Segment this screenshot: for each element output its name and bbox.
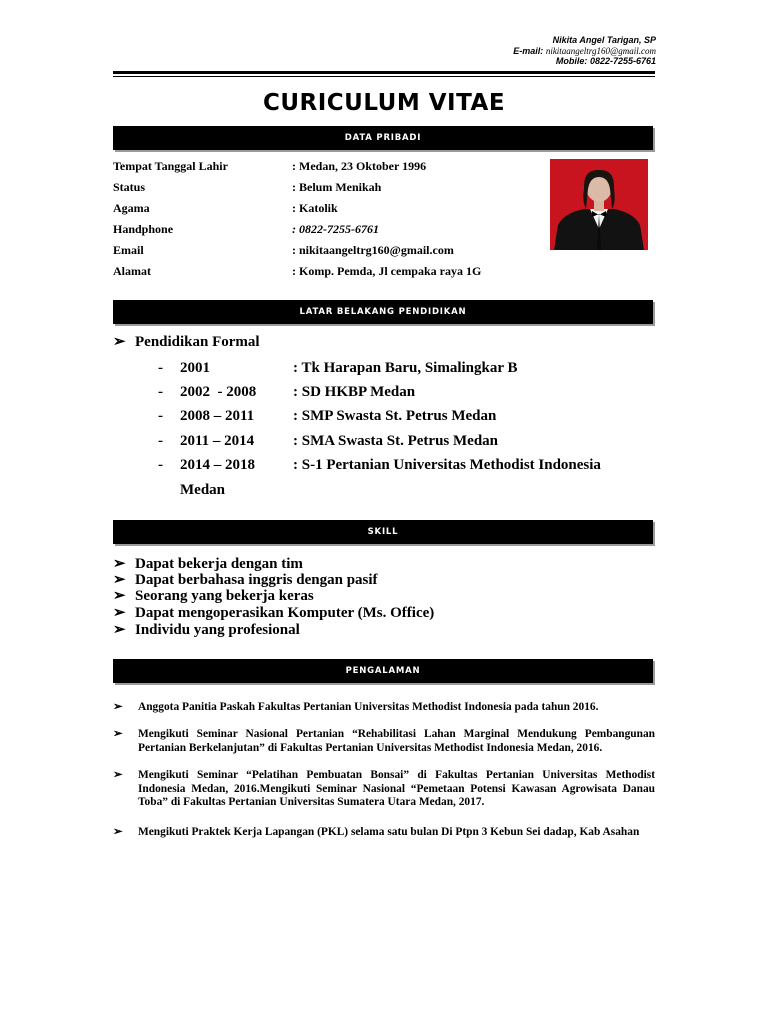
experience-text: Mengikuti Praktek Kerja Lapangan (PKL) selama satu bulan Di Ptpn 3 Kebun Sei dadap, Kab Asahan: [138, 826, 640, 838]
section-bar-skill: [113, 520, 653, 544]
education-years: 2008 – 2011: [180, 408, 255, 424]
section-bar-education: [113, 300, 653, 324]
education-school: : SD HKBP Medan: [293, 384, 416, 400]
skill-item: [113, 588, 314, 604]
education-heading: [113, 333, 260, 351]
personal-label: Agama: [113, 201, 150, 215]
education-years: 2014 – 2018: [180, 457, 255, 473]
personal-value: : Belum Menikah: [292, 180, 382, 194]
dash-bullet: -: [158, 433, 163, 449]
skill-text: Dapat berbahasa inggris dengan pasif: [135, 572, 378, 588]
dash-bullet: -: [158, 384, 163, 400]
section-title-education: LATAR BELAKANG PENDIDIKAN: [299, 307, 467, 317]
skill-text: Individu yang profesional: [135, 622, 300, 638]
section-title-experience: PENGALAMAN: [345, 666, 421, 676]
arrow-bullet-icon: ➢: [113, 334, 126, 350]
arrow-bullet-icon: ➢: [113, 701, 123, 713]
section-title-skill: SKILL: [367, 527, 399, 537]
skill-item: [113, 556, 303, 572]
arrow-bullet-icon: ➢: [113, 769, 123, 781]
personal-value: : Katolik: [292, 201, 338, 215]
experience-text: Mengikuti Seminar “Pelatihan Pembuatan Bonsai” di Fakultas Pertanian Universitas Methodist Indonesia Medan, 2016.Mengikuti Seminar Nasional “Pemetaan Potensi Kawasan Agrowisata Danau Toba” di Fakultas Pertanian Universitas Sumatera Utara Medan, 2017.: [138, 769, 655, 808]
arrow-bullet-icon: ➢: [113, 826, 123, 838]
arrow-bullet-icon: ➢: [113, 728, 123, 740]
personal-label: Status: [113, 180, 146, 194]
education-school: : Tk Harapan Baru, Simalingkar B: [293, 360, 518, 376]
section-bar-experience: [113, 659, 653, 683]
skill-text: Dapat bekerja dengan tim: [135, 556, 303, 572]
education-row: [113, 455, 655, 475]
education-school: : SMP Swasta St. Petrus Medan: [293, 408, 497, 424]
header-email-label: E-mail:: [513, 46, 544, 56]
dash-bullet: -: [158, 360, 163, 376]
header-name: Nikita Angel Tarigan, SP: [552, 35, 656, 45]
education-row: [113, 431, 655, 451]
personal-value: : Medan, 23 Oktober 1996: [292, 159, 427, 173]
arrow-bullet-icon: ➢: [113, 572, 126, 588]
skill-item: [113, 605, 434, 621]
personal-label: Tempat Tanggal Lahir: [113, 159, 228, 173]
section-bar-personal: [113, 126, 653, 150]
section-title-personal: DATA PRIBADI: [344, 133, 422, 143]
skill-item: [113, 572, 378, 588]
education-continuation: Medan: [180, 482, 225, 498]
education-row: [113, 358, 655, 378]
header-email: nikitaangeltrg160@gmail.com: [545, 46, 656, 56]
skill-item: [113, 622, 300, 638]
personal-label: Handphone: [113, 222, 174, 236]
skill-text: Dapat mengoperasikan Komputer (Ms. Office): [135, 605, 435, 621]
page-title: CURICULUM VITAE: [262, 90, 506, 116]
skill-text: Seorang yang bekerja keras: [135, 588, 314, 604]
arrow-bullet-icon: ➢: [113, 556, 126, 572]
education-school: : SMA Swasta St. Petrus Medan: [293, 433, 498, 449]
personal-label: Email: [113, 243, 144, 257]
personal-value: : 0822-7255-6761: [292, 222, 379, 236]
dash-bullet: -: [158, 408, 163, 424]
education-years: 2001: [180, 360, 210, 376]
arrow-bullet-icon: ➢: [113, 622, 126, 638]
experience-text: Anggota Panitia Paskah Fakultas Pertanian Universitas Methodist Indonesia pada tahun 2016.: [138, 701, 599, 713]
education-years: 2002 - 2008: [180, 384, 257, 400]
arrow-bullet-icon: ➢: [113, 588, 126, 604]
education-heading-text: Pendidikan Formal: [135, 334, 260, 350]
education-years: 2011 – 2014: [180, 433, 255, 449]
education-school: : S-1 Pertanian Universitas Methodist Indonesia: [293, 457, 601, 473]
header-mobile: 0822-7255-6761: [589, 56, 656, 66]
portrait-illustration: [550, 159, 648, 250]
dash-bullet: -: [158, 457, 163, 473]
profile-photo: [550, 159, 648, 250]
arrow-bullet-icon: ➢: [113, 605, 126, 621]
experience-text: Mengikuti Seminar Nasional Pertanian “Rehabilitasi Lahan Marginal Mendukung Pembangunan Pertanian Berkelanjutan” di Fakultas Pertanian Universitas Methodist Indonesia Medan, 2016.: [138, 728, 655, 754]
header-rule-thick: [113, 71, 655, 74]
header-mobile-label: Mobile:: [555, 56, 588, 66]
education-row: [113, 406, 655, 426]
header-mobile-line: [556, 56, 656, 67]
personal-label: Alamat: [113, 264, 151, 278]
education-row: [113, 382, 655, 402]
personal-value: : Komp. Pemda, Jl cempaka raya 1G: [292, 264, 482, 278]
header-rule-thin: [113, 76, 655, 77]
personal-value: : nikitaangeltrg160@gmail.com: [292, 243, 454, 257]
